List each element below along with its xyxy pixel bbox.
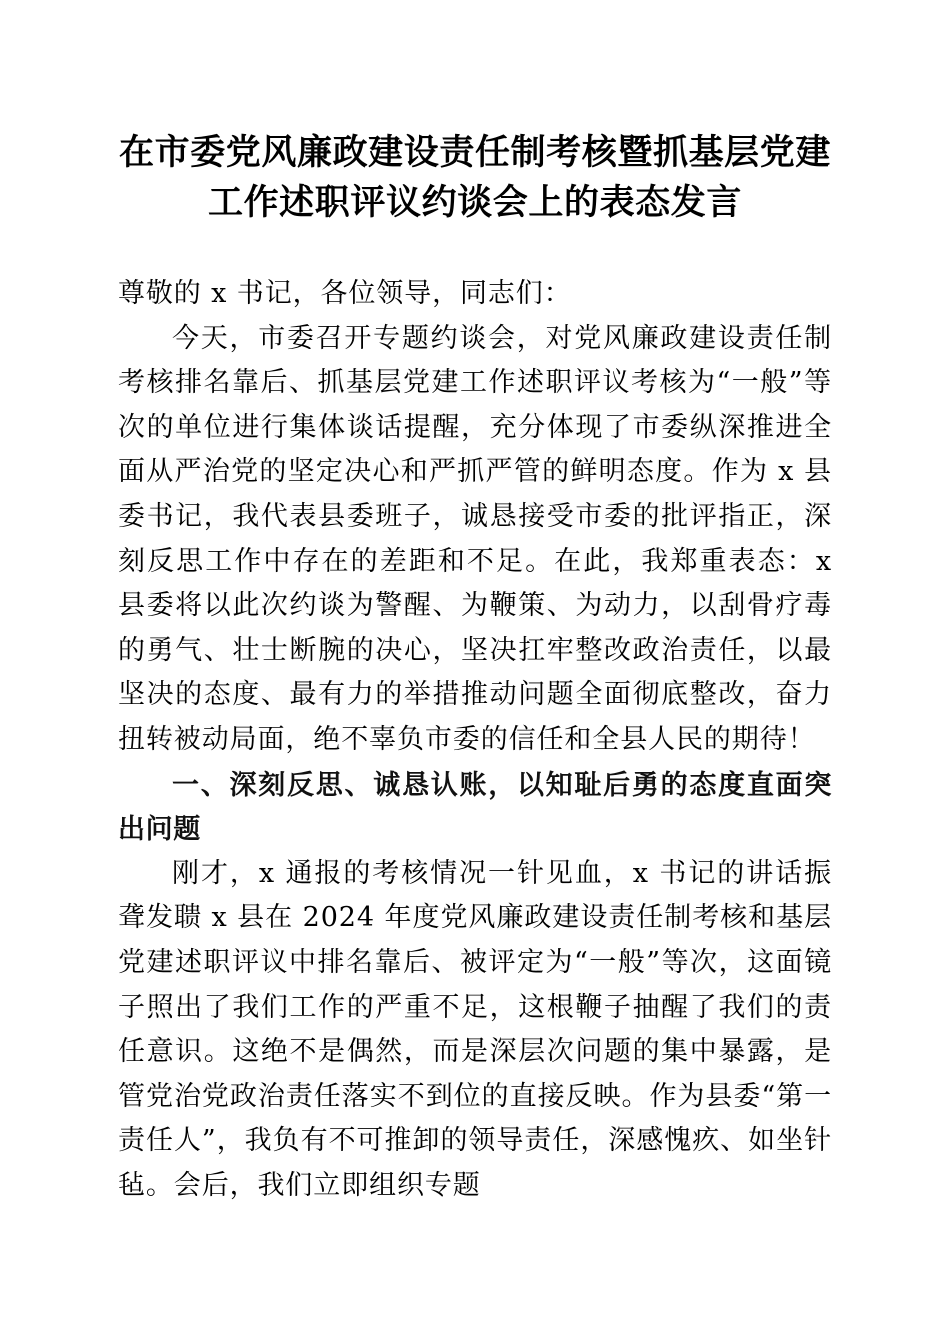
section-heading-1: 一、深刻反思、诚恳认账，以知耻后勇的态度直面突出问题 [118,769,832,845]
page-content-area [118,0,832,1208]
document-title-line-2: 工作述职评议约谈会上的表态发言 [207,183,742,222]
section-1-body-paragraph: 刚才，x 通报的考核情况一针见血，x 书记的讲话振聋发聩 x 县在 2024 年度党风廉政建设责任制考核和基层党建述职评议中排名靠后、被评定为“一般”等次，这面镜子照出了我们工作的严重不足，这根鞭子抽醒了我们的责任意识。这绝不是偶然，而是深层次问题的集中暴露，是管党治党政治责任落实不到位的直接反映。作为县委“第一责任人”，我负有不可推卸的领导责任，深感愧疚、如坐针毡。会后，我们立即组织专题 [118,857,832,1201]
document-body [118,272,832,1208]
salutation-line: 尊敬的 x 书记，各位领导，同志们： [118,278,572,309]
opening-paragraph: 今天，市委召开专题约谈会，对党风廉政建设责任制考核排名靠后、抓基层党建工作述职评议考核为“一般”等次的单位进行集体谈话提醒，充分体现了市委纵深推进全面从严治党的坚定决心和严抓严管的鲜明态度。作为 x 县委书记，我代表县委班子，诚恳接受市委的批评指正，深刻反思工作中存在的差距和不足。在此，我郑重表态：x 县委将以此次约谈为警醒、为鞭策、为动力，以刮骨疗毒的勇气、壮士断腕的决心，坚决扛牢整改政治责任，以最坚决的态度、最有力的举措推动问题全面彻底整改，奋力扭转被动局面，绝不辜负市委的信任和全县人民的期待！ [118,322,832,755]
document-title-line-1: 在市委党风廉政建设责任制考核暨抓基层党建 [118,133,831,172]
document-title [118,0,832,228]
